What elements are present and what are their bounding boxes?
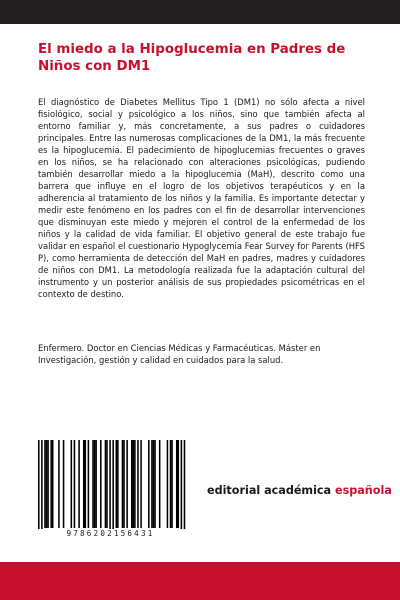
top-band bbox=[0, 0, 400, 24]
barcode-bar bbox=[126, 440, 128, 528]
barcode-bar bbox=[148, 440, 150, 528]
barcode-bar bbox=[122, 440, 124, 528]
barcode-bar bbox=[63, 440, 65, 528]
barcode-bar bbox=[181, 440, 183, 535]
barcode-bar bbox=[184, 440, 186, 535]
barcode-bar bbox=[85, 440, 87, 528]
barcode-bar bbox=[78, 440, 80, 528]
barcode-bar bbox=[44, 440, 46, 528]
barcode-bar bbox=[159, 440, 161, 528]
bottom-band bbox=[0, 562, 400, 600]
publisher-logo bbox=[207, 484, 392, 497]
barcode-bar bbox=[74, 440, 76, 528]
publisher-accent: española bbox=[335, 484, 392, 497]
barcode-bar bbox=[105, 440, 107, 528]
barcode-bar bbox=[92, 440, 94, 528]
barcode-bar bbox=[178, 440, 180, 528]
barcode-bar bbox=[41, 440, 43, 535]
barcode-bar bbox=[134, 440, 136, 528]
book-abstract: El diagnóstico de Diabetes Mellitus Tipo 1 (DM1) no sólo afecta a nivel fisiológico, social y psicológico a los niños, sino que también afecta al entorno familiar y, más concretamente, a sus padres o cuidadores principales. Entre las numerosas complicaciones de la DM1, la más frecuente es la hipoglucemia. El padecimiento de hipoglucemias frecuentes o graves en los niños, se ha relacionado con alteraciones psicológicas, pudiendo también desarrollar miedo a la hipoglucemia (MaH), descrito como una barrera que influye en el logro de los objetivos terapéuticos y en la adherencia al tratamiento de los niños y la familia. Es importante detectar y medir este fenómeno en los padres con el fin de desarrollar intervenciones que disminuyan este miedo y mejoren el control de la enfermedad de los niños y la calidad de vida familiar. El objetivo general de este trabajo fue validar en español el cuestionario Hypoglycemia Fear Survey for Parents (HFS P), como herramienta de detección del MaH en padres, madres y cuidadores de niños con DM1. La metodología realizada fue la adaptación cultural del instrumento y un posterior análisis de sus propiedades psicométricas en el contexto de destino. bbox=[38, 97, 365, 299]
barcode-bar bbox=[176, 440, 178, 528]
title-line-1: El miedo a la Hipoglucemia en Padres de bbox=[38, 42, 346, 57]
barcode-bar bbox=[106, 440, 108, 528]
barcode-bar bbox=[137, 440, 139, 528]
barcode-bar bbox=[52, 440, 54, 528]
barcode-bar bbox=[151, 440, 153, 528]
barcode-bar bbox=[109, 440, 111, 535]
barcode-bar bbox=[95, 440, 97, 528]
barcode-bar bbox=[88, 440, 90, 528]
isbn-barcode bbox=[28, 440, 193, 540]
barcode-bar bbox=[94, 440, 96, 528]
barcode-bar bbox=[154, 440, 156, 528]
barcode-bars bbox=[28, 440, 193, 535]
barcode-bar bbox=[38, 440, 40, 535]
barcode-bar bbox=[153, 440, 155, 528]
barcode-bar bbox=[133, 440, 135, 528]
isbn-number: 9786202156431 bbox=[28, 529, 193, 539]
title-line-2: Niños con DM1 bbox=[38, 59, 151, 74]
barcode-bar bbox=[170, 440, 172, 528]
publisher-name: editorial académica bbox=[207, 484, 335, 497]
barcode-bar bbox=[83, 440, 85, 528]
barcode-bar bbox=[140, 440, 142, 528]
barcode-bar bbox=[117, 440, 119, 528]
barcode-bar bbox=[167, 440, 169, 528]
barcode-bar bbox=[47, 440, 49, 528]
author-bio: Enfermero. Doctor en Ciencias Médicas y Farmacéuticas. Máster en Investigación, gestión y calidad en cuidados para la salud. bbox=[38, 343, 321, 365]
barcode-bar bbox=[100, 440, 102, 528]
barcode-bar bbox=[112, 440, 114, 535]
book-title bbox=[38, 41, 368, 75]
barcode-bar bbox=[50, 440, 52, 528]
barcode-bar bbox=[71, 440, 73, 528]
barcode-bar bbox=[123, 440, 125, 528]
barcode-bar bbox=[116, 440, 118, 528]
barcode-bar bbox=[171, 440, 173, 528]
barcode-bar bbox=[131, 440, 133, 528]
barcode-bar bbox=[46, 440, 48, 528]
barcode-bar bbox=[58, 440, 60, 528]
